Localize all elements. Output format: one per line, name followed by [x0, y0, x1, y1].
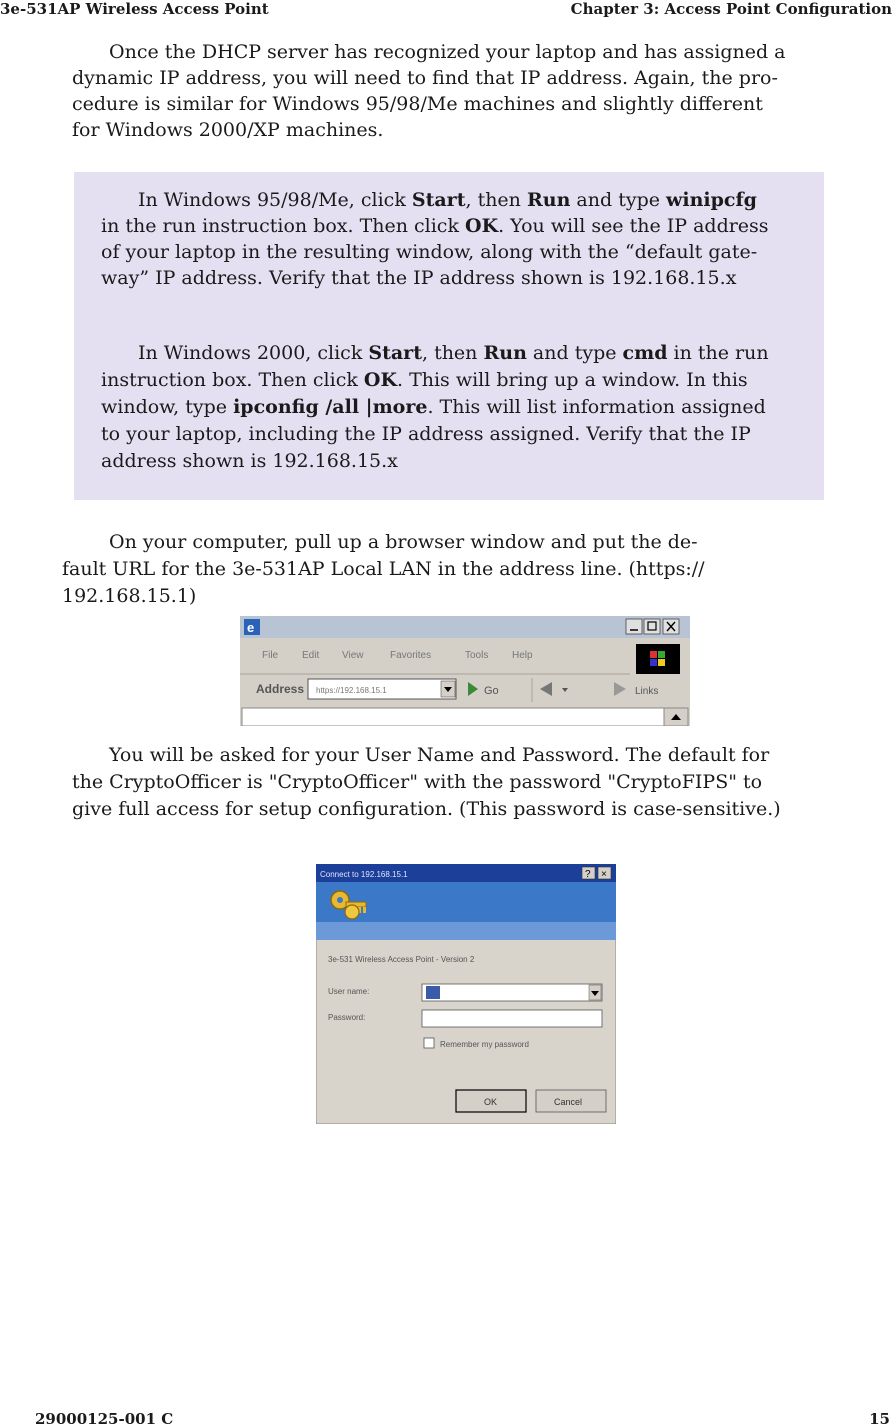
windows-logo-icon — [636, 644, 680, 674]
text-line: You will be asked for your User Name and Password. The default for — [109, 744, 770, 766]
text-line: 192.168.15.1) — [62, 585, 197, 607]
ok-button[interactable] — [456, 1090, 526, 1112]
text-line: give full access for setup configuration. (This password is case-sensitive.) — [72, 798, 781, 820]
text-line: for Windows 2000/XP machines. — [72, 119, 384, 141]
menu-favorites[interactable]: Favorites — [390, 650, 432, 661]
address-value: https://192.168.15.1 — [316, 686, 387, 695]
text-line: the CryptoOfficer is "CryptoOfficer" with the password "CryptoFIPS" to — [72, 771, 763, 793]
dialog-title: Connect to 192.168.15.1 — [320, 870, 408, 879]
svg-text:e: e — [247, 620, 255, 635]
address-bar[interactable] — [308, 679, 456, 699]
svg-text:Cancel: Cancel — [554, 1097, 583, 1107]
realm-text: 3e-531 Wireless Access Point - Version 2 — [328, 955, 475, 964]
cancel-button[interactable] — [536, 1090, 606, 1112]
text-line: dynamic IP address, you will need to find that IP address. Again, the pro- — [72, 67, 778, 89]
remember-password-checkbox[interactable] — [424, 1038, 434, 1048]
svg-text:×: × — [601, 869, 607, 880]
instruction-box: In Windows 95/98/Me, click Start, then Run and type winipcfg in the run instruction box. Then click OK. You will see the IP address of your laptop in the resulting window, along with the “default gate- way” IP address. Verify that the IP address shown is 192.168.15.x In Windows 2000, click Start, then Run and type cmd in the run instruction box. Then click OK. This will bring up a window. In this window, type ipconfig /all |more. This will list information assigned to your laptop, including the IP address assigned. Verify that the IP address shown is 192.168.15.x — [74, 172, 824, 500]
close-button[interactable] — [598, 867, 611, 880]
command-ipconfig: ipconfig /all |more — [233, 396, 428, 418]
maximize-button[interactable] — [644, 619, 660, 634]
page-number: 15 — [869, 1410, 890, 1428]
text-line: On your computer, pull up a browser window and put the de- — [109, 531, 698, 553]
address-label: Address — [256, 682, 305, 696]
text-line: cedure is similar for Windows 95/98/Me machines and slightly different — [72, 93, 763, 115]
browser-toolbar-screenshot — [240, 616, 690, 726]
page-area — [242, 708, 664, 726]
text-line: fault URL for the 3e-531AP Local LAN in the address line. (https:// — [62, 558, 705, 580]
password-field[interactable] — [422, 1010, 602, 1027]
ie-logo-icon — [244, 619, 260, 635]
menu-view[interactable]: View — [342, 650, 364, 661]
user-icon — [426, 986, 440, 999]
links-label[interactable]: Links — [635, 686, 659, 697]
menu-file[interactable]: File — [262, 650, 279, 661]
password-label: Password: — [328, 1013, 366, 1022]
close-button[interactable] — [663, 619, 679, 634]
remember-password-label: Remember my password — [440, 1040, 529, 1049]
minimize-button[interactable] — [626, 619, 642, 634]
svg-text:Go: Go — [484, 685, 499, 697]
running-header-left: 3e-531AP Wireless Access Point — [0, 0, 269, 18]
running-header-right: Chapter 3: Access Point Configuration — [570, 0, 892, 18]
svg-text:?: ? — [585, 869, 591, 880]
text-line: Once the DHCP server has recognized your laptop and has assigned a — [109, 41, 786, 63]
menu-tools[interactable]: Tools — [465, 650, 489, 661]
menu-help[interactable]: Help — [512, 650, 533, 661]
menu-edit[interactable]: Edit — [302, 650, 320, 661]
help-button[interactable] — [582, 867, 595, 880]
user-name-label: User name: — [328, 987, 370, 996]
footer-doc-number: 29000125-001 C — [35, 1410, 174, 1428]
user-name-combo[interactable] — [422, 984, 602, 1001]
login-dialog-screenshot — [316, 864, 616, 1124]
svg-text:OK: OK — [484, 1097, 498, 1107]
command-winipcfg: winipcfg — [666, 189, 757, 211]
command-cmd: cmd — [622, 342, 668, 364]
